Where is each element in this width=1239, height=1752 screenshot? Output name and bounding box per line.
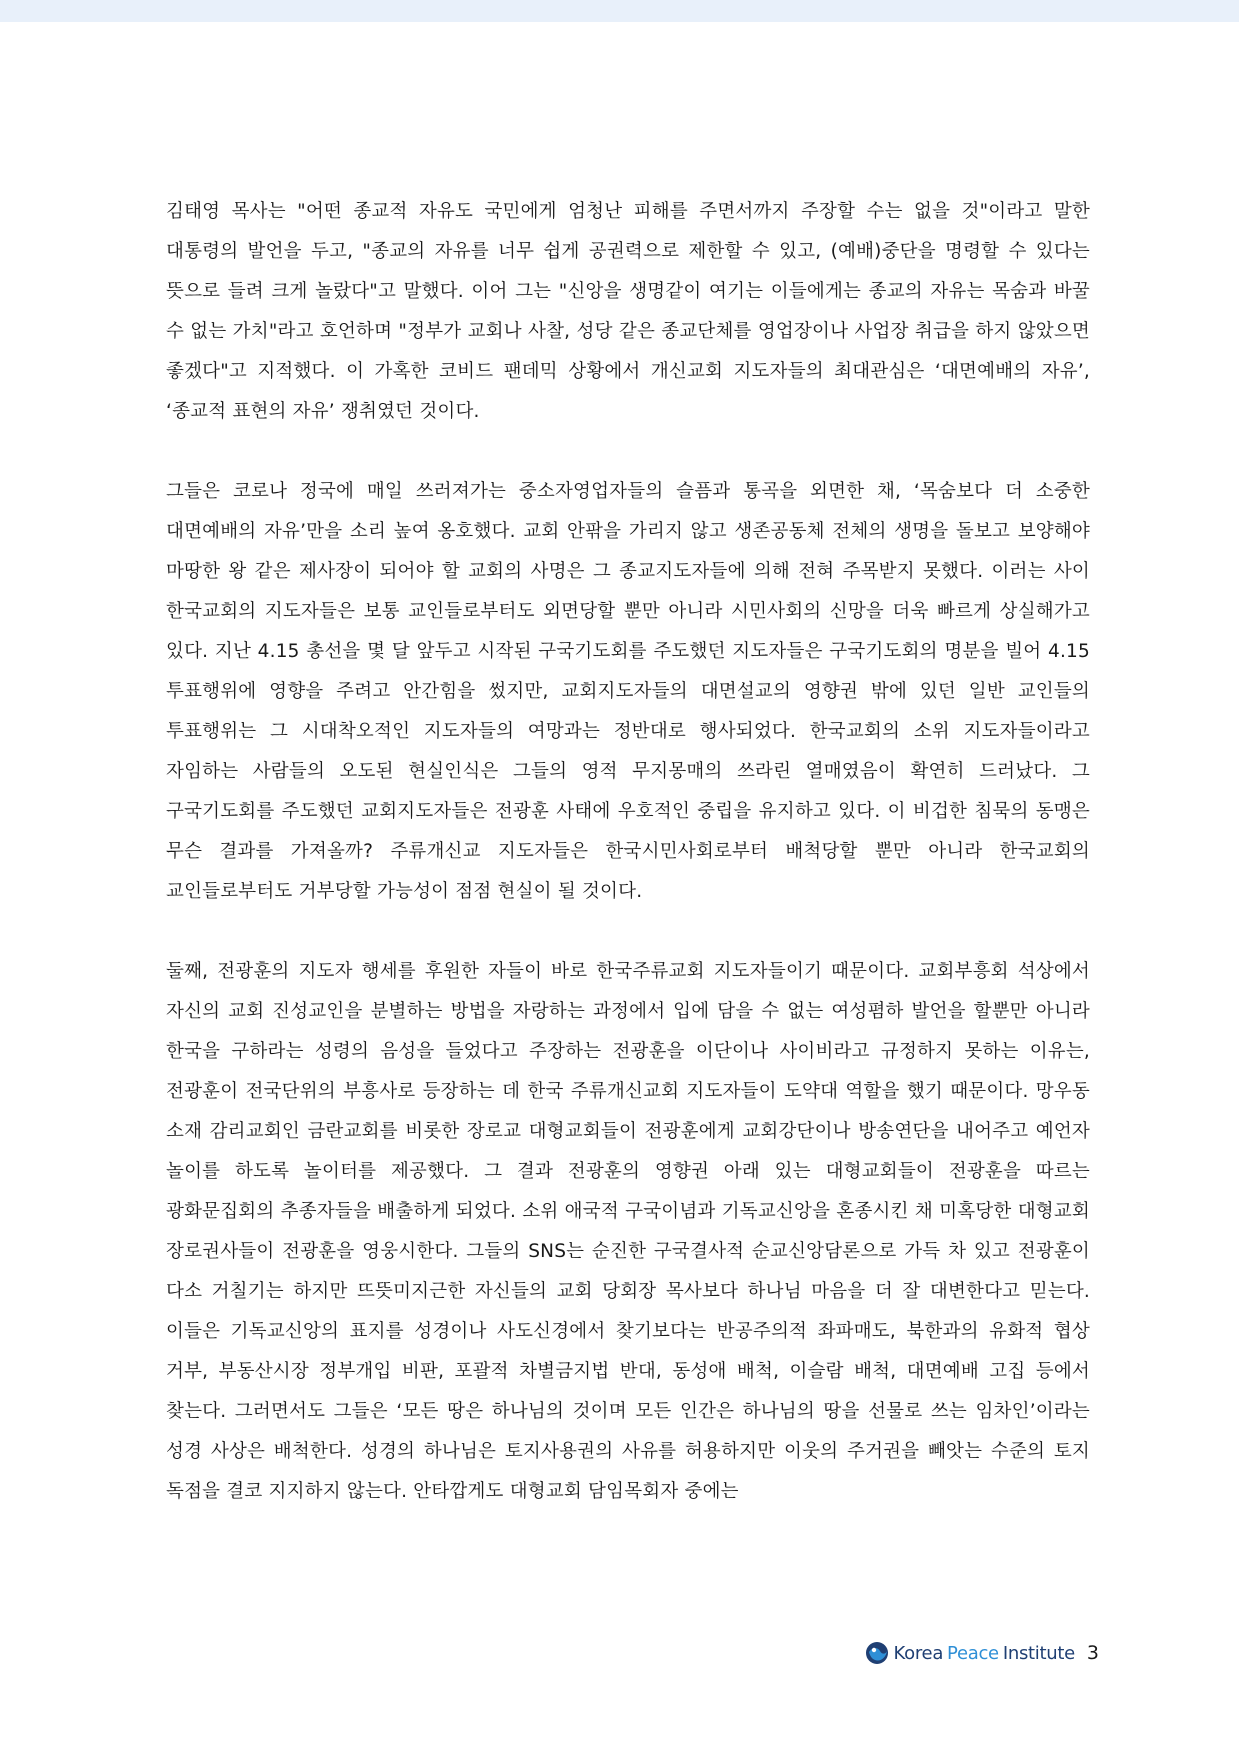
paragraph-2: 그들은 코로나 정국에 매일 쓰러져가는 중소자영업자들의 슬픔과 통곡을 외면한 채, ‘목숨보다 더 소중한 대면예배의 자유’만을 소리 높여 옹호했다. 교회 안팎을 가리지 않고 생존공동체 전체의 생명을 돌보고 보양해야 마땅한 왕 같은 제사장이 되어야 할 교회의 사명은 그 종교지도자들에 의해 전혀 주목받지 못했다. 이러는 사이 한국교회의 지도자들은 보통 교인들로부터도 외면당할 뿐만 아니라 시민사회의 신망을 더욱 빠르게 상실해가고 있다. 지난 4.15 총선을 몇 달 앞두고 시작된 구국기도회를 주도했던 지도자들은 구국기도회의 명분을 빌어 4.15 투표행위에 영향을 주려고 안간힘을 썼지만, 교회지도자들의 대면설교의 영향권 밖에 있던 일반 교인들의 투표행위는 그 시대착오적인 지도자들의 여망과는 정반대로 행사되었다. 한국교회의 소위 지도자들이라고 자임하는 사람들의 오도된 현실인식은 그들의 영적 무지몽매의 쓰라린 열매였음이 확연히 드러났다. 그 구국기도회를 주도했던 교회지도자들은 전광훈 사태에 우호적인 중립을 유지하고 있다. 이 비겁한 침묵의 동맹은 무슨 결과를 가져올까? 주류개신교 지도자들은 한국시민사회로부터 배척당할 뿐만 아니라 한국교회의 교인들로부터도 거부당할 가능성이 점점 현실이 될 것이다. [166, 481, 1090, 902]
logo-word-institute: Institute [1002, 1642, 1075, 1664]
top-header-band [0, 0, 1239, 22]
page-footer [865, 1633, 1099, 1673]
logo-word-peace: Peace [947, 1642, 999, 1664]
document-body [166, 192, 1090, 1512]
korea-peace-institute-logo-icon [865, 1641, 889, 1665]
logo-word-korea: Korea [893, 1642, 944, 1664]
paragraph-3: 둘째, 전광훈의 지도자 행세를 후원한 자들이 바로 한국주류교회 지도자들이기 때문이다. 교회부흥회 석상에서 자신의 교회 진성교인을 분별하는 방법을 자랑하는 과정에서 입에 담을 수 없는 여성폄하 발언을 할뿐만 아니라 한국을 구하라는 성령의 음성을 들었다고 주장하는 전광훈을 이단이나 사이비라고 규정하지 못하는 이유는, 전광훈이 전국단위의 부흥사로 등장하는 데 한국 주류개신교회 지도자들이 도약대 역할을 했기 때문이다. 망우동 소재 감리교회인 금란교회를 비롯한 장로교 대형교회들이 전광훈에게 교회강단이나 방송연단을 내어주고 예언자 놀이를 하도록 놀이터를 제공했다. 그 결과 전광훈의 영향권 아래 있는 대형교회들이 전광훈을 따르는 광화문집회의 추종자들을 배출하게 되었다. 소위 애국적 구국이념과 기독교신앙을 혼종시킨 채 미혹당한 대형교회 장로권사들이 전광훈을 영웅시한다. 그들의 SNS는 순진한 구국결사적 순교신앙담론으로 가득 차 있고 전광훈이 다소 거칠기는 하지만 뜨뜻미지근한 자신들의 교회 당회장 목사보다 하나님 마음을 더 잘 대변한다고 믿는다. 이들은 기독교신앙의 표지를 성경이나 사도신경에서 찾기보다는 반공주의적 좌파매도, 북한과의 유화적 협상 거부, 부동산시장 정부개입 비판, 포괄적 차별금지법 반대, 동성애 배척, 이슬람 배척, 대면예배 고집 등에서 찾는다. 그러면서도 그들은 ‘모든 땅은 하나님의 것이며 모든 인간은 하나님의 땅을 선물로 쓰는 임차인’이라는 성경 사상은 배척한다. 성경의 하나님은 토지사용권의 사유를 허용하지만 이웃의 주거권을 빼앗는 수준의 토지 독점을 결코 지지하지 않는다. 안타깝게도 대형교회 담임목회자 중에는 [166, 961, 1090, 1502]
paragraph-1: 김태영 목사는 "어떤 종교적 자유도 국민에게 엄청난 피해를 주면서까지 주장할 수는 없을 것"이라고 말한 대통령의 발언을 두고, "종교의 자유를 너무 쉽게 공권력으로 제한할 수 있고, (예배)중단을 명령할 수 있다는 뜻으로 들려 크게 놀랐다"고 말했다. 이어 그는 "신앙을 생명같이 여기는 이들에게는 종교의 자유는 목숨과 바꿀 수 없는 가치"라고 호언하며 "정부가 교회나 사찰, 성당 같은 종교단체를 영업장이나 사업장 취급을 하지 않았으면 좋겠다"고 지적했다. 이 가혹한 코비드 팬데믹 상황에서 개신교회 지도자들의 최대관심은 ‘대면예배의 자유’, ‘종교적 표현의 자유’ 쟁취였던 것이다. [166, 201, 1090, 422]
logo-wordmark [894, 1643, 1075, 1664]
page-number: 3 [1086, 1642, 1099, 1664]
